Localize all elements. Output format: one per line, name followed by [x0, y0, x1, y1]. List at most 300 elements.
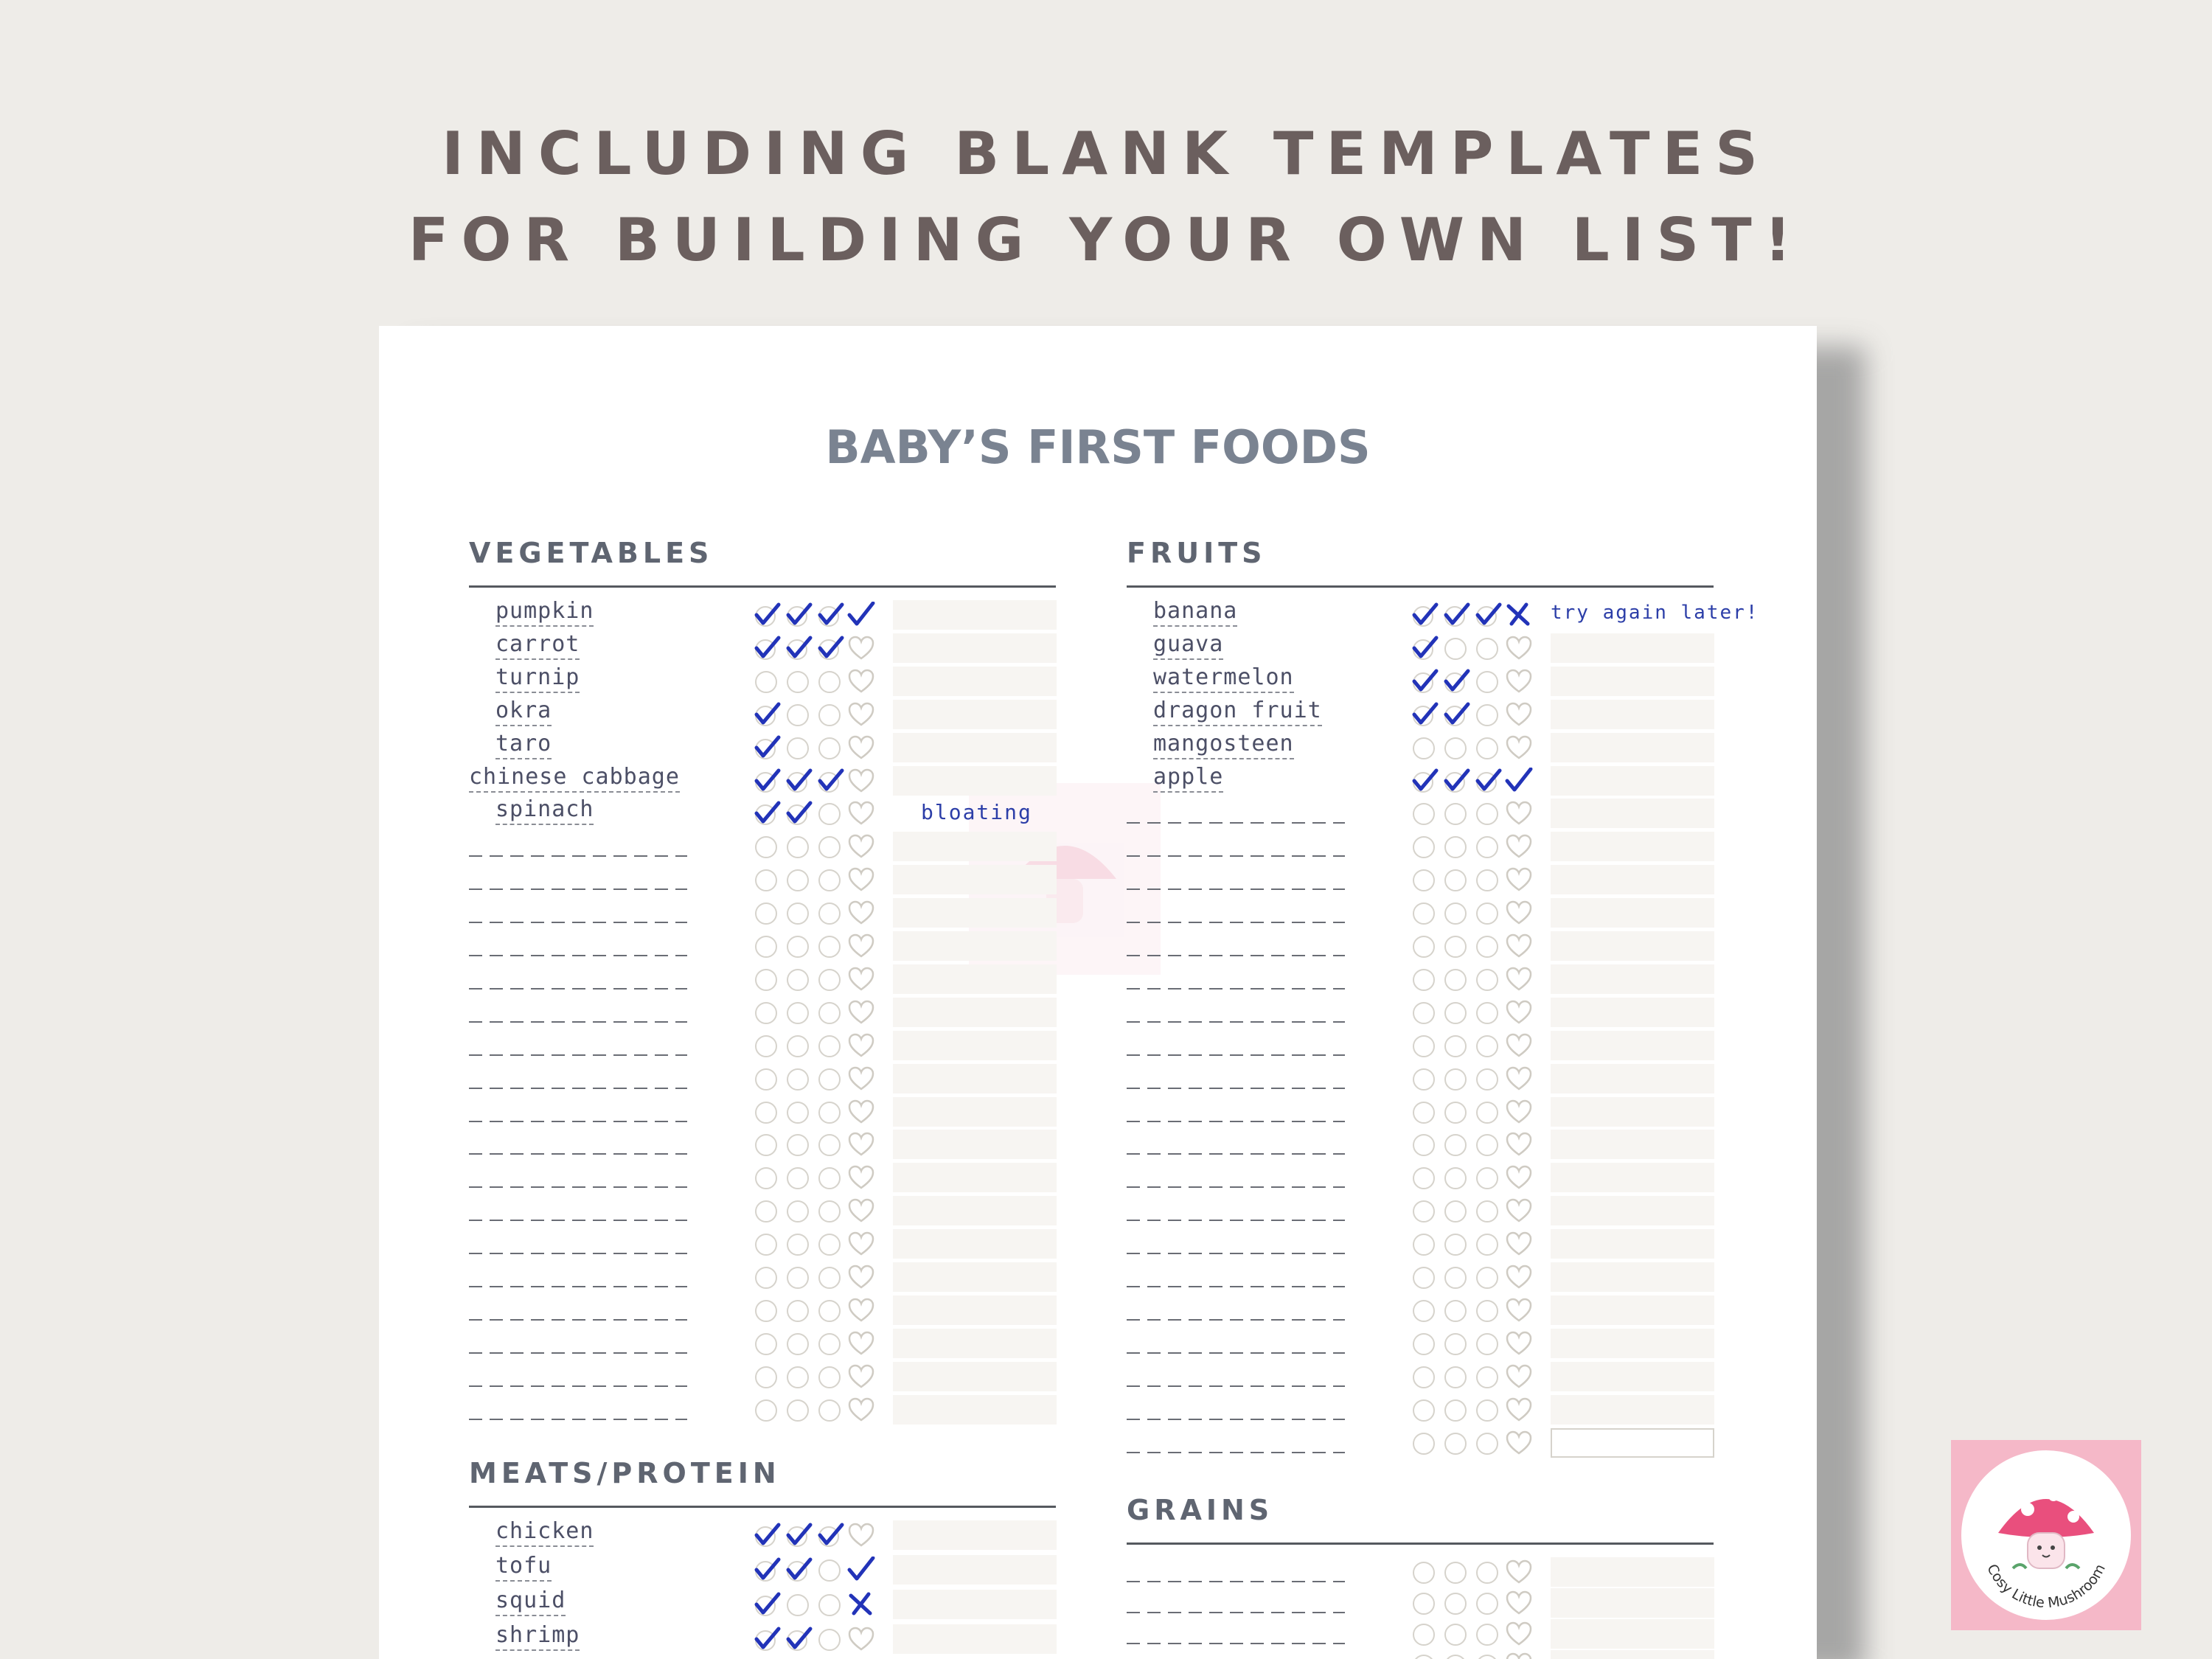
- notes-field: [1551, 931, 1714, 961]
- notes-field: [1551, 1619, 1714, 1649]
- like-cell: [846, 1522, 876, 1548]
- try-circle: [1444, 1562, 1467, 1584]
- try-circle: [755, 1333, 777, 1355]
- try-circle: [1476, 1655, 1498, 1659]
- tries-tracker: [752, 1064, 848, 1093]
- tries-tracker: [1410, 931, 1506, 961]
- try-circle: [818, 1333, 841, 1355]
- blank-name-line: [1127, 1228, 1345, 1260]
- try-check-icon: [784, 1624, 813, 1654]
- heart-icon: [1504, 933, 1534, 959]
- try-circle: [1476, 1035, 1498, 1057]
- like-cell: [1504, 1330, 1534, 1357]
- blank-name-line: [1127, 1618, 1345, 1650]
- like-cell: [846, 701, 876, 728]
- food-row: [469, 1062, 1059, 1095]
- try-circle: [818, 1068, 841, 1091]
- notes-field: [893, 1229, 1057, 1259]
- try-circle: [818, 737, 841, 759]
- heart-icon: [846, 1197, 876, 1224]
- try-circle: [755, 936, 777, 958]
- try-circle: [818, 1300, 841, 1322]
- try-circle: [818, 1035, 841, 1057]
- food-name-text: shrimp: [495, 1622, 580, 1651]
- like-cell: [1504, 1164, 1534, 1191]
- heart-icon: [1504, 1559, 1534, 1585]
- notes-field: [1551, 964, 1714, 994]
- food-name-text: chicken: [495, 1518, 594, 1547]
- section-title: GRAINS: [1127, 1494, 1274, 1526]
- try-circle: [1476, 1593, 1498, 1615]
- heart-icon: [1504, 966, 1534, 992]
- try-circle: [818, 704, 841, 726]
- try-circle: [818, 1102, 841, 1124]
- try-circle: [1476, 1267, 1498, 1289]
- svg-text:Cosy Little Mushroom: [1983, 1562, 2109, 1612]
- try-circle: [1444, 1035, 1467, 1057]
- like-cell: [1504, 1652, 1534, 1659]
- headline-line-1: INCLUDING BLANK TEMPLATES: [442, 119, 1770, 188]
- try-check-icon: [1441, 766, 1471, 796]
- food-name-text: dragon fruit: [1153, 698, 1322, 726]
- try-circle: [1476, 737, 1498, 759]
- like-cell: [1504, 1297, 1534, 1324]
- notes-field: [1551, 766, 1714, 796]
- heart-icon: [846, 966, 876, 992]
- notes-field: [893, 1624, 1057, 1654]
- like-cell: [1504, 1197, 1534, 1224]
- food-name: [469, 731, 690, 764]
- tries-tracker: [1410, 633, 1506, 663]
- try-circle: [818, 803, 841, 825]
- try-circle: [818, 1366, 841, 1388]
- like-cell: [1504, 900, 1534, 926]
- heart-icon: [1504, 701, 1534, 728]
- food-row: [1127, 996, 1717, 1029]
- like-cell: [1504, 1559, 1534, 1585]
- tries-tracker: [1410, 1329, 1506, 1358]
- food-name-text: turnip: [495, 664, 580, 693]
- like-cell: [1504, 701, 1534, 728]
- tries-tracker: [1410, 898, 1506, 928]
- try-circle: [1444, 1134, 1467, 1156]
- try-circle: [1413, 1433, 1435, 1455]
- heart-icon: [846, 1397, 876, 1423]
- try-circle: [755, 1234, 777, 1256]
- notes-field: [893, 1163, 1057, 1192]
- heart-icon: [846, 1363, 876, 1390]
- try-circle: [1444, 969, 1467, 991]
- food-row: [1127, 1294, 1717, 1326]
- food-name-text: okra: [495, 698, 552, 726]
- try-circle: [1444, 1593, 1467, 1615]
- like-cell: [846, 1591, 876, 1618]
- food-name: [469, 632, 690, 664]
- notes-field: [1551, 1362, 1714, 1391]
- heart-icon: [1504, 1363, 1534, 1390]
- try-circle: [1413, 1300, 1435, 1322]
- try-circle: [1476, 902, 1498, 925]
- notes-field: [893, 766, 1057, 796]
- tries-tracker: [752, 1130, 848, 1159]
- try-circle: [1476, 1562, 1498, 1584]
- try-circle: [1444, 1200, 1467, 1222]
- food-row: [469, 1360, 1059, 1393]
- blank-name-line: [1127, 1394, 1345, 1426]
- food-row: [469, 797, 1059, 830]
- try-check-icon: [752, 1624, 782, 1654]
- tries-tracker: [1410, 733, 1506, 762]
- try-check-icon: [752, 633, 782, 663]
- try-circle: [755, 1200, 777, 1222]
- like-cell: [846, 668, 876, 695]
- logo-brand-text: Cosy Little Mushroom: [1983, 1561, 2109, 1612]
- try-circle: [1476, 936, 1498, 958]
- try-circle: [1444, 1366, 1467, 1388]
- tries-tracker: [1410, 865, 1506, 894]
- notes-field: [893, 600, 1057, 630]
- blank-name-line: [1127, 897, 1345, 929]
- notes-field: [1551, 633, 1714, 663]
- like-cell: [846, 1626, 876, 1652]
- heart-icon: [846, 1099, 876, 1125]
- tries-tracker: [1410, 1362, 1506, 1391]
- like-cell: [1504, 833, 1534, 860]
- notes-field: [1551, 1588, 1714, 1618]
- food-row: [1127, 1096, 1717, 1128]
- notes-field: [893, 1520, 1057, 1550]
- section-divider: [469, 585, 1056, 588]
- try-circle: [1413, 1333, 1435, 1355]
- blank-name-line: [1127, 863, 1345, 896]
- food-row: [1127, 731, 1717, 764]
- like-cell: [1504, 1590, 1534, 1616]
- heart-icon: [1504, 866, 1534, 893]
- tries-tracker: [1410, 1619, 1506, 1649]
- like-cell: [846, 1557, 876, 1583]
- heart-icon: [1504, 1652, 1534, 1659]
- tries-tracker: [752, 832, 848, 861]
- try-check-icon: [784, 1555, 813, 1585]
- try-circle: [1413, 1624, 1435, 1646]
- blank-name-line: [1127, 1427, 1345, 1459]
- like-cell: [1504, 768, 1534, 794]
- try-circle: [787, 1300, 809, 1322]
- try-circle: [1413, 969, 1435, 991]
- food-name: [469, 1623, 690, 1655]
- notes-field: [1551, 600, 1759, 630]
- food-row: [469, 665, 1059, 698]
- heart-icon: [846, 833, 876, 860]
- notes-field: [1551, 733, 1714, 762]
- blank-name-line: [1127, 1261, 1345, 1293]
- tries-tracker: [1410, 1163, 1506, 1192]
- food-row: [1127, 1360, 1717, 1393]
- try-circle: [1476, 1167, 1498, 1189]
- section-title: FRUITS: [1127, 537, 1267, 569]
- blank-name-line: [469, 1228, 687, 1260]
- like-cell: [846, 833, 876, 860]
- food-row: [469, 1029, 1059, 1062]
- like-cell: [846, 966, 876, 992]
- tries-tracker: [1410, 1130, 1506, 1159]
- food-name: [469, 698, 690, 731]
- like-cell: [1504, 1131, 1534, 1158]
- tries-tracker: [752, 799, 848, 828]
- try-circle: [787, 1399, 809, 1422]
- blank-name-line: [469, 1029, 687, 1062]
- tries-tracker: [752, 1624, 848, 1654]
- notes-field: [1551, 898, 1714, 928]
- try-circle: [1476, 1300, 1498, 1322]
- blank-name-line: [1127, 963, 1345, 995]
- like-cell: [1504, 866, 1534, 893]
- like-cell: [846, 1065, 876, 1092]
- tries-tracker: [752, 1229, 848, 1259]
- logo-text: [1961, 1450, 2131, 1620]
- try-circle: [1413, 1002, 1435, 1024]
- tries-tracker: [1410, 1395, 1506, 1425]
- try-circle: [755, 969, 777, 991]
- try-check-icon: [752, 733, 782, 762]
- tries-tracker: [1410, 1588, 1506, 1618]
- try-circle: [818, 1629, 841, 1651]
- tries-tracker: [752, 1555, 848, 1585]
- notes-field: [1551, 1163, 1714, 1192]
- try-circle: [818, 902, 841, 925]
- try-circle: [1476, 1333, 1498, 1355]
- tries-tracker: [752, 1097, 848, 1127]
- like-cell: [846, 866, 876, 893]
- food-row: [1127, 1261, 1717, 1293]
- try-circle: [787, 1594, 809, 1616]
- try-circle: [755, 1068, 777, 1091]
- food-name: [469, 797, 690, 830]
- try-check-icon: [784, 799, 813, 828]
- food-row: [469, 930, 1059, 962]
- try-check-icon: [752, 766, 782, 796]
- try-circle: [1476, 671, 1498, 693]
- food-row: [469, 996, 1059, 1029]
- try-circle: [1413, 1068, 1435, 1091]
- tries-tracker: [752, 700, 848, 729]
- like-cell: [846, 1099, 876, 1125]
- heart-icon: [846, 1264, 876, 1290]
- notes-field: [1551, 832, 1714, 861]
- try-circle: [755, 1267, 777, 1289]
- heart-icon: [1504, 734, 1534, 761]
- heart-icon: [1504, 635, 1534, 661]
- try-circle: [1444, 936, 1467, 958]
- tries-tracker: [1410, 1650, 1506, 1659]
- tries-tracker: [1410, 832, 1506, 861]
- heart-icon: [846, 933, 876, 959]
- like-cell: [846, 1164, 876, 1191]
- tries-tracker: [752, 998, 848, 1027]
- try-circle: [1413, 1200, 1435, 1222]
- food-name: [1127, 665, 1348, 698]
- heart-icon: [1504, 1231, 1534, 1257]
- try-circle: [755, 671, 777, 693]
- try-circle: [818, 1167, 841, 1189]
- food-row: [1127, 1029, 1717, 1062]
- food-row: [1127, 1228, 1717, 1260]
- try-circle: [787, 936, 809, 958]
- food-name-text: chinese cabbage: [469, 764, 680, 793]
- notes-field: [1551, 799, 1714, 828]
- food-row: [1127, 1587, 1717, 1619]
- heart-icon: [846, 1231, 876, 1257]
- blank-name-line: [469, 897, 687, 929]
- tries-tracker: [752, 1031, 848, 1060]
- heart-icon: [846, 1297, 876, 1324]
- food-row: [469, 1261, 1059, 1293]
- tries-tracker: [1410, 700, 1506, 729]
- like-cell: [846, 1330, 876, 1357]
- tries-tracker: [752, 964, 848, 994]
- tries-tracker: [752, 1295, 848, 1325]
- like-cell: [1504, 1065, 1534, 1092]
- tries-tracker: [752, 1196, 848, 1225]
- food-row: [1127, 765, 1717, 797]
- heart-icon: [1504, 1264, 1534, 1290]
- heart-icon: [1504, 668, 1534, 695]
- try-circle: [818, 1134, 841, 1156]
- try-check-icon: [752, 600, 782, 630]
- try-circle: [1413, 869, 1435, 891]
- try-circle: [787, 1134, 809, 1156]
- food-name-text: spinach: [495, 796, 594, 825]
- like-cell: [1504, 1231, 1534, 1257]
- tries-tracker: [1410, 1031, 1506, 1060]
- tries-tracker: [1410, 1295, 1506, 1325]
- food-row: [1127, 1161, 1717, 1194]
- heart-icon: [846, 768, 876, 794]
- blank-name-line: [469, 1194, 687, 1227]
- food-name-text: taro: [495, 731, 552, 759]
- try-circle: [787, 1167, 809, 1189]
- blank-name-line: [1127, 1360, 1345, 1393]
- blank-name-line: [1127, 797, 1345, 830]
- try-circle: [787, 869, 809, 891]
- heart-icon: [1504, 1590, 1534, 1616]
- try-circle: [787, 836, 809, 858]
- like-cell: [1504, 635, 1534, 661]
- heart-icon: [1504, 1065, 1534, 1092]
- try-circle: [1476, 836, 1498, 858]
- try-circle: [1413, 1102, 1435, 1124]
- section-title: MEATS/PROTEIN: [469, 1457, 781, 1489]
- notes-field: [1551, 1196, 1714, 1225]
- try-circle: [755, 869, 777, 891]
- food-name: [1127, 765, 1348, 797]
- blank-name-line: [1127, 1128, 1345, 1161]
- food-name: [469, 1588, 690, 1621]
- try-circle: [1444, 1399, 1467, 1422]
- tries-tracker: [1410, 1229, 1506, 1259]
- blank-name-line: [469, 1360, 687, 1393]
- like-cell: [846, 900, 876, 926]
- try-circle: [1444, 1267, 1467, 1289]
- blank-name-line: [469, 1096, 687, 1128]
- tries-tracker: [752, 1262, 848, 1292]
- food-row: [469, 863, 1059, 896]
- try-check-icon: [784, 766, 813, 796]
- try-circle: [1476, 1433, 1498, 1455]
- food-name: [469, 665, 690, 698]
- heart-icon: [1504, 999, 1534, 1026]
- try-circle: [1413, 803, 1435, 825]
- food-row: [1127, 963, 1717, 995]
- tries-tracker: [752, 633, 848, 663]
- heart-icon: [1504, 1330, 1534, 1357]
- try-circle: [1476, 803, 1498, 825]
- food-row: [1127, 1427, 1717, 1459]
- try-circle: [818, 1559, 841, 1582]
- try-circle: [787, 1200, 809, 1222]
- food-row: [469, 1327, 1059, 1360]
- try-check-icon: [1410, 766, 1439, 796]
- food-name: [1127, 632, 1348, 664]
- headline: [0, 111, 2212, 283]
- section-title: VEGETABLES: [469, 537, 714, 569]
- like-cell: [846, 999, 876, 1026]
- try-check-icon: [1410, 700, 1439, 729]
- tries-tracker: [1410, 766, 1506, 796]
- tries-tracker: [1410, 1262, 1506, 1292]
- notes-field: [1551, 1395, 1714, 1425]
- try-circle: [818, 1002, 841, 1024]
- like-cell: [846, 734, 876, 761]
- food-row: [469, 632, 1059, 664]
- food-row: [469, 1194, 1059, 1227]
- try-circle: [755, 902, 777, 925]
- food-name: [469, 1519, 690, 1551]
- liked-check-icon: [846, 602, 876, 628]
- notes-field: [893, 865, 1057, 894]
- try-check-icon: [752, 799, 782, 828]
- food-name: [469, 599, 690, 631]
- try-check-icon: [784, 633, 813, 663]
- food-row: [1127, 830, 1717, 863]
- like-cell: [1504, 1264, 1534, 1290]
- food-row: [469, 830, 1059, 863]
- heart-icon: [846, 1131, 876, 1158]
- note-text: try again later!: [1551, 602, 1759, 624]
- blank-name-line: [469, 963, 687, 995]
- try-circle: [1444, 1068, 1467, 1091]
- try-circle: [1476, 638, 1498, 660]
- try-check-icon: [815, 633, 845, 663]
- try-circle: [1444, 1624, 1467, 1646]
- try-circle: [1444, 1333, 1467, 1355]
- try-circle: [818, 1234, 841, 1256]
- heart-icon: [846, 1330, 876, 1357]
- tries-tracker: [1410, 1557, 1506, 1587]
- like-cell: [846, 1397, 876, 1423]
- blank-name-line: [469, 1161, 687, 1194]
- food-row: [1127, 797, 1717, 830]
- food-row: [469, 897, 1059, 929]
- section-divider: [1127, 585, 1714, 588]
- try-check-icon: [1441, 600, 1471, 630]
- like-cell: [1504, 1621, 1534, 1647]
- tries-tracker: [1410, 998, 1506, 1027]
- food-name-text: apple: [1153, 764, 1223, 793]
- tries-tracker: [752, 733, 848, 762]
- heart-icon: [846, 866, 876, 893]
- heart-icon: [846, 900, 876, 926]
